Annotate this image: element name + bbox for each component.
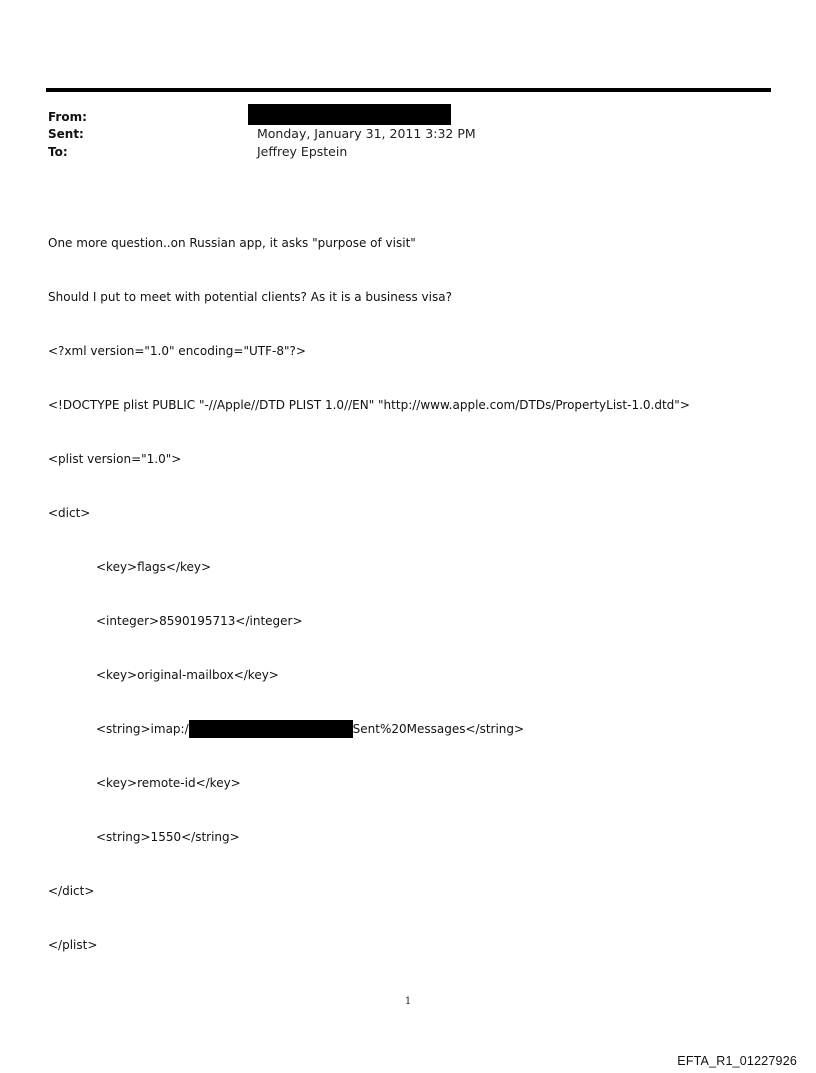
body-line: <string>1550</string> xyxy=(96,830,240,844)
page-number: 1 xyxy=(404,996,412,1007)
string-prefix: <string>imap:/ xyxy=(96,722,189,736)
body-line: <plist version="1.0"> xyxy=(48,452,182,466)
to-label: To: xyxy=(48,145,68,159)
body-line: <key>original-mailbox</key> xyxy=(96,668,279,682)
message-body xyxy=(48,198,690,972)
to-value: Jeffrey Epstein xyxy=(257,144,348,159)
document-id: EFTA_R1_01227926 xyxy=(677,1054,797,1068)
body-line: <key>flags</key> xyxy=(96,560,212,574)
from-label: From: xyxy=(48,110,87,124)
sent-value: Monday, January 31, 2011 3:32 PM xyxy=(257,126,476,141)
from-redaction xyxy=(248,104,451,125)
body-line: Should I put to meet with potential clients? As it is a business visa? xyxy=(48,290,452,304)
header-rule xyxy=(46,88,771,92)
string-suffix: Sent%20Messages</string> xyxy=(352,722,525,736)
body-line: </plist> xyxy=(48,938,98,952)
body-line: One more question..on Russian app, it asks "purpose of visit" xyxy=(48,236,416,250)
mailbox-redaction xyxy=(189,720,353,738)
body-line: </dict> xyxy=(48,884,95,898)
body-line: <dict> xyxy=(48,506,91,520)
body-line: <key>remote-id</key> xyxy=(96,776,241,790)
sent-label: Sent: xyxy=(48,127,84,141)
body-line-redacted xyxy=(48,720,690,738)
body-line: <!DOCTYPE plist PUBLIC "-//Apple//DTD PLIST 1.0//EN" "http://www.apple.com/DTDs/PropertyList-1.0.dtd"> xyxy=(48,398,690,412)
body-line: <?xml version="1.0" encoding="UTF-8"?> xyxy=(48,344,306,358)
body-line: <integer>8590195713</integer> xyxy=(96,614,303,628)
